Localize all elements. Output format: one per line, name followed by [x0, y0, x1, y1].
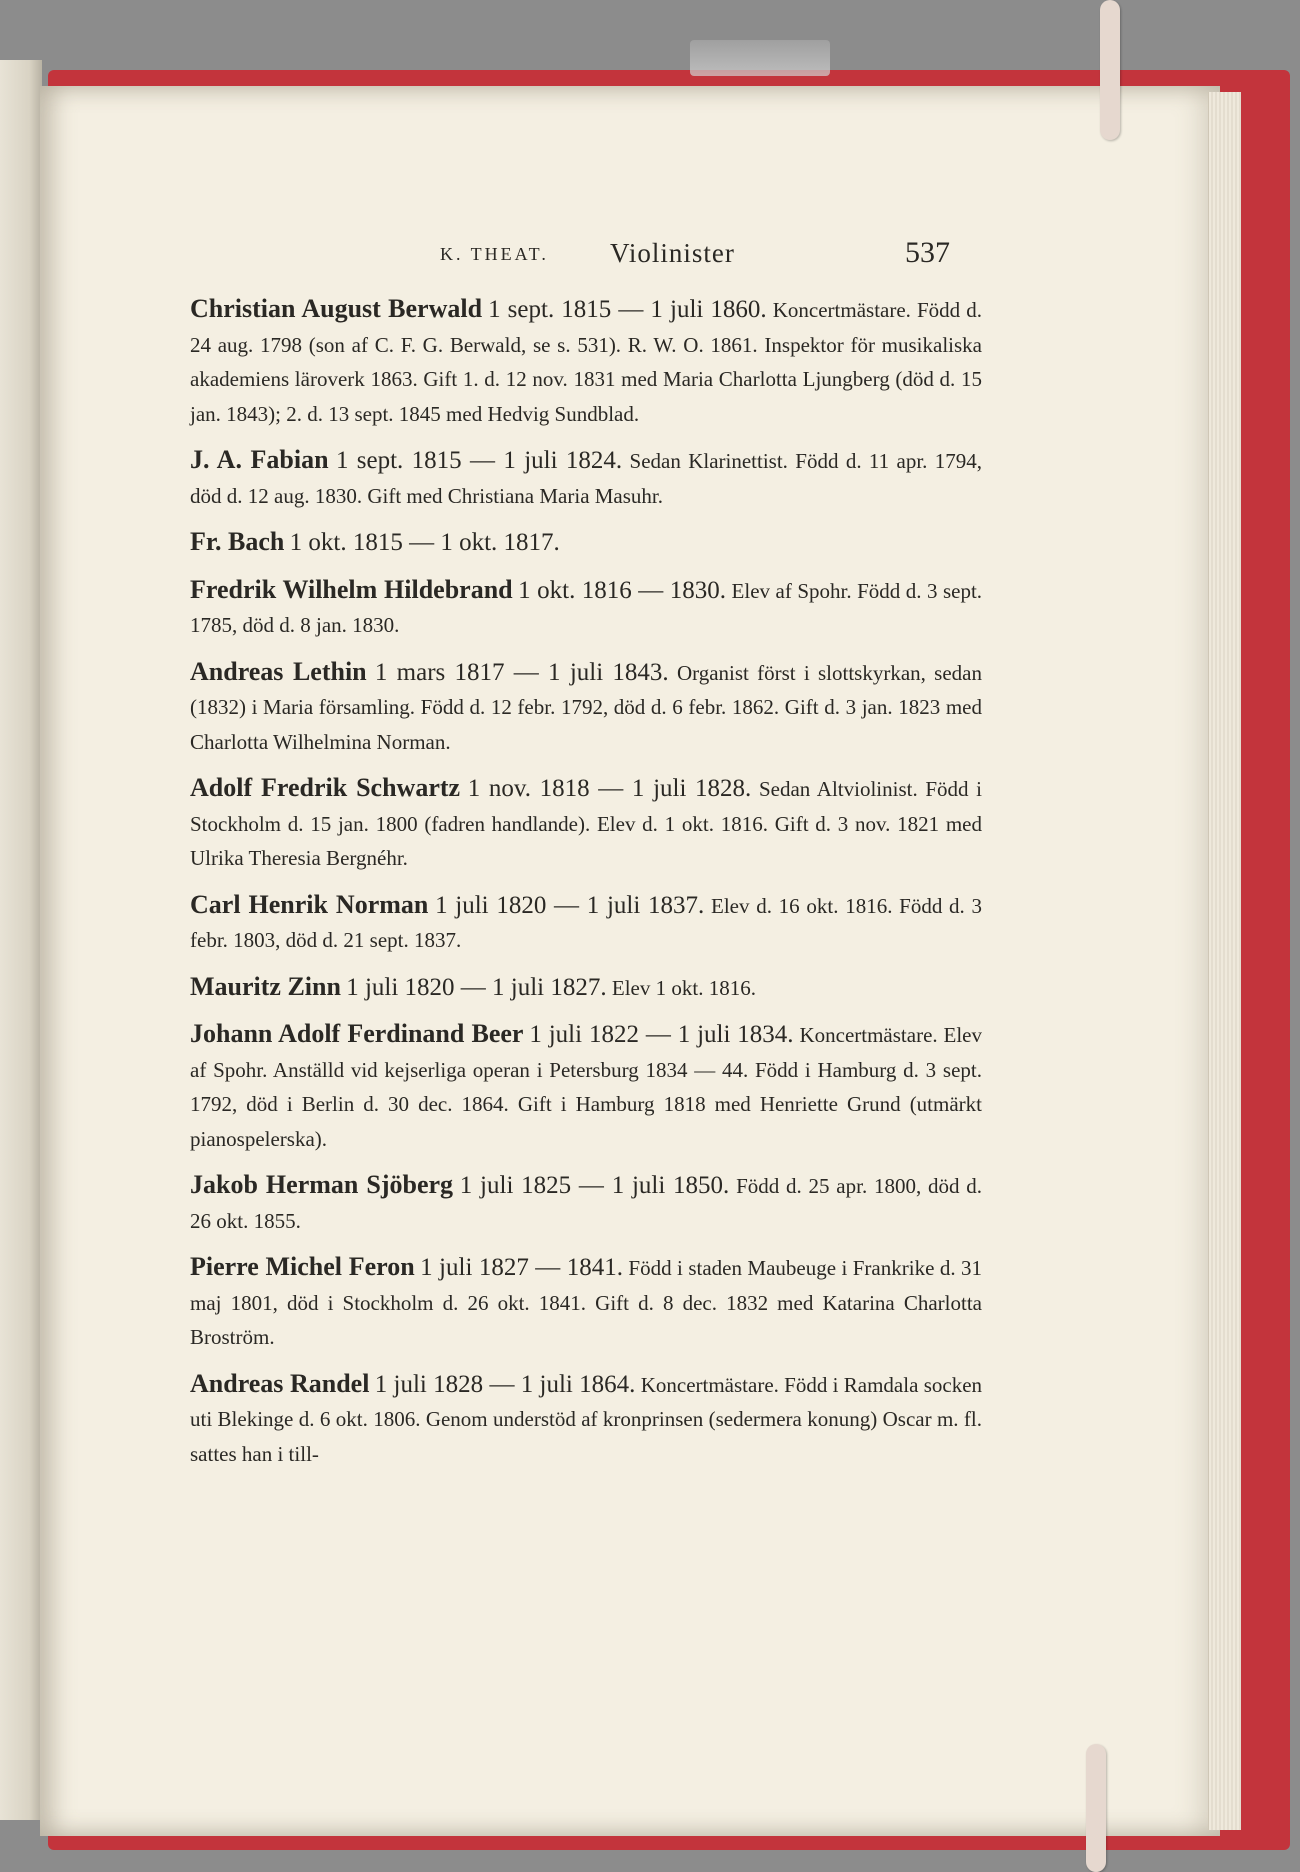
entry-name: J. A. Fabian	[190, 445, 329, 474]
entry-dates: 1 juli 1822 — 1 juli 1834.	[529, 1021, 794, 1048]
entry-dates: 1 nov. 1818 — 1 juli 1828.	[467, 775, 752, 802]
entry-name: Christian August Berwald	[190, 294, 483, 323]
page-header	[190, 236, 950, 276]
entry-dates: 1 sept. 1815 — 1 juli 1860.	[488, 296, 767, 323]
entry	[190, 1168, 982, 1238]
page-number: 537	[905, 236, 950, 269]
entry-dates: 1 sept. 1815 — 1 juli 1824.	[335, 447, 623, 474]
entry-name: Pierre Michel Feron	[190, 1252, 415, 1281]
entry-text: Koncertmästare. Född d. 24 aug. 1798 (son af C. F. G. Berwald, se s. 531). R. W. O. 1861. Inspektor för musikaliska akademiens läroverk 1863. Gift 1. d. 12 nov. 1831 med Maria Charlotta Ljungberg (död d. 15 jan. 1843); 2. d. 13 sept. 1845 med Hedvig Sundblad.	[190, 298, 982, 426]
entry-text: Koncertmästare. Elev af Spohr. Anställd vid kejserliga operan i Petersburg 1834 — 44. Född i Hamburg d. 3 sept. 1792, död i Berlin d. 30 dec. 1864. Gift i Hamburg 1818 med Henriette Grund (utmärkt pianospelerska).	[190, 1023, 982, 1151]
entry-name: Andreas Lethin	[190, 656, 367, 686]
entry-dates: 1 juli 1820 — 1 juli 1837.	[435, 891, 705, 919]
entry	[190, 573, 982, 643]
entry-text: Organist först i slottskyrkan, sedan (1832) i Maria församling. Född d. 12 febr. 1792, död d. 6 febr. 1862. Gift d. 3 jan. 1823 med Charlotta Wilhelmina Norman.	[190, 660, 982, 754]
entry	[190, 888, 982, 958]
entry	[190, 1017, 982, 1156]
entry-text: Född d. 25 apr. 1800, död d. 26 okt. 1855.	[190, 1174, 982, 1233]
bookmark-ribbon-top	[1100, 0, 1120, 140]
facing-page-edge	[0, 60, 42, 1820]
entry-name: Johann Adolf Ferdinand Beer	[190, 1019, 524, 1048]
entry-dates: 1 okt. 1816 — 1830.	[518, 576, 727, 604]
entry-text: Elev 1 okt. 1816.	[611, 975, 756, 1000]
bookmark-ribbon-bottom	[1086, 1744, 1106, 1872]
entry-text: Elev d. 16 okt. 1816. Född d. 3 febr. 1803, död d. 21 sept. 1837.	[190, 893, 983, 952]
entry	[190, 1367, 982, 1472]
running-title: Violinister	[610, 238, 735, 268]
entry	[190, 1250, 982, 1355]
entry-dates: 1 juli 1827 — 1841.	[420, 1254, 623, 1281]
page-edges	[1208, 92, 1241, 1830]
entry	[190, 292, 982, 431]
entry-name: Fr. Bach	[190, 527, 285, 556]
entry	[190, 655, 982, 760]
entry-text: Född i staden Maubeuge i Frankrike d. 31 maj 1801, död i Stockholm d. 26 okt. 1841. Gift d. 8 dec. 1832 med Katarina Charlotta Broström.	[190, 1256, 983, 1349]
entry	[190, 443, 982, 513]
entry-text: Sedan Altviolinist. Född i Stockholm d. 15 jan. 1800 (fadren handlande). Elev d. 1 okt. 1816. Gift d. 3 nov. 1821 med Ulrika Theresia Bergnéhr.	[190, 777, 983, 870]
entry-dates: 1 juli 1820 — 1 juli 1827.	[346, 973, 607, 1001]
entry-name: Fredrik Wilhelm Hildebrand	[190, 574, 513, 604]
entry-name: Andreas Randel	[190, 1368, 370, 1398]
entry	[190, 771, 982, 876]
page-body	[190, 292, 982, 1483]
entry	[190, 525, 982, 561]
page-clip	[690, 40, 830, 76]
entry-text: Elev af Spohr. Född d. 3 sept. 1785, död d. 8 jan. 1830.	[190, 578, 983, 637]
entry-name: Mauritz Zinn	[190, 971, 341, 1001]
entry-text: Sedan Klarinettist. Född d. 11 apr. 1794, död d. 12 aug. 1830. Gift med Christiana Maria Masuhr.	[190, 449, 983, 508]
entry	[190, 970, 982, 1006]
entry-text: Koncertmästare. Född i Ramdala socken uti Blekinge d. 6 okt. 1806. Genom understöd af kronprinsen (sedermera konung) Oscar m. fl. sattes han i till-	[190, 1372, 983, 1466]
entry-dates: 1 juli 1828 — 1 juli 1864.	[374, 1370, 636, 1398]
entry-dates: 1 juli 1825 — 1 juli 1850.	[459, 1172, 730, 1199]
entry-name: Adolf Fredrik Schwartz	[190, 773, 461, 802]
entry-name: Jakob Herman Sjöberg	[190, 1170, 454, 1199]
running-head: K. THEAT.	[440, 244, 549, 264]
entry-dates: 1 okt. 1815 — 1 okt. 1817.	[289, 529, 560, 556]
entry-name: Carl Henrik Norman	[190, 889, 429, 919]
entry-dates: 1 mars 1817 — 1 juli 1843.	[374, 658, 669, 686]
